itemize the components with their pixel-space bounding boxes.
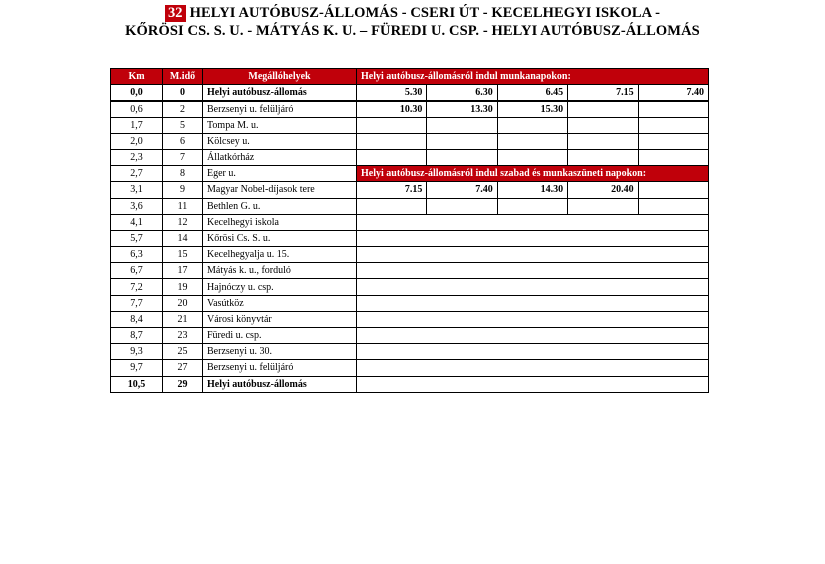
stop-name-cell: Mátyás k. u., forduló	[203, 263, 357, 279]
km-cell: 9,3	[111, 344, 163, 360]
stop-name-cell: Városi könyvtár	[203, 311, 357, 327]
table-row	[111, 263, 709, 279]
empty-time-cell	[497, 198, 567, 214]
stop-name-cell: Állatkórház	[203, 149, 357, 165]
stop-name-cell: Helyi autóbusz-állomás	[203, 376, 357, 392]
weekday-banner: Helyi autóbusz-állomásról indul munkanapokon:	[357, 69, 709, 85]
table-row	[111, 279, 709, 295]
blank-area	[357, 311, 709, 327]
timetable	[110, 68, 709, 393]
km-cell: 2,0	[111, 133, 163, 149]
km-cell: 3,6	[111, 198, 163, 214]
minute-cell: 25	[163, 344, 203, 360]
blank-area	[357, 214, 709, 230]
holiday-banner: Helyi autóbusz-állomásról indul szabad és munkaszüneti napokon:	[357, 166, 709, 182]
blank-area	[357, 328, 709, 344]
minute-cell: 21	[163, 311, 203, 327]
km-cell: 3,1	[111, 182, 163, 198]
minute-cell: 6	[163, 133, 203, 149]
table-row	[111, 182, 709, 198]
table-row	[111, 328, 709, 344]
table-row	[111, 376, 709, 392]
departure-time-cell	[568, 101, 638, 117]
empty-time-cell	[357, 149, 427, 165]
minute-cell: 8	[163, 166, 203, 182]
blank-area	[357, 263, 709, 279]
table-row	[111, 344, 709, 360]
empty-time-cell	[357, 198, 427, 214]
table-row	[111, 85, 709, 101]
minute-cell: 19	[163, 279, 203, 295]
stop-name-cell: Hajnóczy u. csp.	[203, 279, 357, 295]
departure-time-cell	[638, 101, 708, 117]
stop-name-cell: Vasútköz	[203, 295, 357, 311]
table-row	[111, 166, 709, 182]
km-cell: 8,4	[111, 311, 163, 327]
blank-area	[357, 230, 709, 246]
minute-cell: 29	[163, 376, 203, 392]
km-cell: 6,3	[111, 247, 163, 263]
stop-name-cell: Kőrösi Cs. S. u.	[203, 230, 357, 246]
empty-time-cell	[427, 117, 497, 133]
minute-cell: 14	[163, 230, 203, 246]
empty-time-cell	[497, 149, 567, 165]
stop-name-cell: Magyar Nobel-díjasok tere	[203, 182, 357, 198]
table-row	[111, 311, 709, 327]
stop-name-cell: Berzsenyi u. 30.	[203, 344, 357, 360]
blank-area	[357, 344, 709, 360]
departure-time-cell: 20.40	[568, 182, 638, 198]
empty-time-cell	[568, 133, 638, 149]
minute-cell: 12	[163, 214, 203, 230]
departure-time-cell: 7.40	[427, 182, 497, 198]
departure-time-cell: 7.40	[638, 85, 708, 101]
stop-name-cell: Kecelhegyi iskola	[203, 214, 357, 230]
minute-cell: 2	[163, 101, 203, 117]
blank-area	[357, 376, 709, 392]
departure-time-cell	[638, 182, 708, 198]
empty-time-cell	[497, 133, 567, 149]
departure-time-cell: 7.15	[357, 182, 427, 198]
km-header: Km	[111, 69, 163, 85]
table-row	[111, 117, 709, 133]
stop-name-cell: Bethlen G. u.	[203, 198, 357, 214]
page-title	[0, 4, 825, 40]
departure-time-cell: 6.30	[427, 85, 497, 101]
table-row	[111, 295, 709, 311]
km-cell: 7,7	[111, 295, 163, 311]
empty-time-cell	[638, 133, 708, 149]
km-cell: 2,7	[111, 166, 163, 182]
table-row	[111, 214, 709, 230]
km-cell: 7,2	[111, 279, 163, 295]
minute-cell: 9	[163, 182, 203, 198]
stop-name-cell: Kölcsey u.	[203, 133, 357, 149]
km-cell: 5,7	[111, 230, 163, 246]
stop-name-cell: Eger u.	[203, 166, 357, 182]
table-row	[111, 149, 709, 165]
km-cell: 9,7	[111, 360, 163, 376]
blank-area	[357, 279, 709, 295]
departure-time-cell: 10.30	[357, 101, 427, 117]
blank-area	[357, 295, 709, 311]
departure-time-cell: 13.30	[427, 101, 497, 117]
title-line-2: KŐRÖSI CS. S. U. - MÁTYÁS K. U. – FÜREDI U. CSP. - HELYI AUTÓBUSZ-ÁLLOMÁS	[125, 23, 700, 39]
empty-time-cell	[638, 198, 708, 214]
minute-cell: 17	[163, 263, 203, 279]
km-cell: 2,3	[111, 149, 163, 165]
stop-name-cell: Füredi u. csp.	[203, 328, 357, 344]
km-cell: 4,1	[111, 214, 163, 230]
header-row	[111, 69, 709, 85]
minute-cell: 15	[163, 247, 203, 263]
table-row	[111, 230, 709, 246]
empty-time-cell	[638, 117, 708, 133]
blank-area	[357, 360, 709, 376]
empty-time-cell	[568, 198, 638, 214]
table-row	[111, 198, 709, 214]
minute-cell: 23	[163, 328, 203, 344]
km-cell: 0,6	[111, 101, 163, 117]
empty-time-cell	[568, 117, 638, 133]
empty-time-cell	[638, 149, 708, 165]
blank-area	[357, 247, 709, 263]
minute-cell: 7	[163, 149, 203, 165]
departure-time-cell: 15.30	[497, 101, 567, 117]
timetable-body	[111, 69, 709, 393]
empty-time-cell	[357, 133, 427, 149]
km-cell: 10,5	[111, 376, 163, 392]
km-cell: 1,7	[111, 117, 163, 133]
empty-time-cell	[357, 117, 427, 133]
stop-name-cell: Helyi autóbusz-állomás	[203, 85, 357, 101]
empty-time-cell	[427, 133, 497, 149]
title-line-1-text: HELYI AUTÓBUSZ-ÁLLOMÁS - CSERI ÚT - KECELHEGYI ISKOLA -	[189, 5, 661, 21]
departure-time-cell: 14.30	[497, 182, 567, 198]
km-cell: 8,7	[111, 328, 163, 344]
stops-header: Megállóhelyek	[203, 69, 357, 85]
empty-time-cell	[427, 198, 497, 214]
stop-name-cell: Berzsenyi u. felüljáró	[203, 360, 357, 376]
table-row	[111, 360, 709, 376]
table-row	[111, 101, 709, 117]
km-cell: 0,0	[111, 85, 163, 101]
title-line-1	[0, 4, 825, 22]
empty-time-cell	[427, 149, 497, 165]
km-cell: 6,7	[111, 263, 163, 279]
empty-time-cell	[497, 117, 567, 133]
mido-header: M.idő	[163, 69, 203, 85]
minute-cell: 5	[163, 117, 203, 133]
minute-cell: 20	[163, 295, 203, 311]
table-row	[111, 247, 709, 263]
departure-time-cell: 7.15	[568, 85, 638, 101]
stop-name-cell: Berzsenyi u. felüljáró	[203, 101, 357, 117]
departure-time-cell: 5.30	[357, 85, 427, 101]
table-row	[111, 133, 709, 149]
departure-time-cell: 6.45	[497, 85, 567, 101]
minute-cell: 0	[163, 85, 203, 101]
stop-name-cell: Tompa M. u.	[203, 117, 357, 133]
route-number-badge: 32	[165, 5, 186, 22]
minute-cell: 27	[163, 360, 203, 376]
empty-time-cell	[568, 149, 638, 165]
stop-name-cell: Kecelhegyalja u. 15.	[203, 247, 357, 263]
minute-cell: 11	[163, 198, 203, 214]
